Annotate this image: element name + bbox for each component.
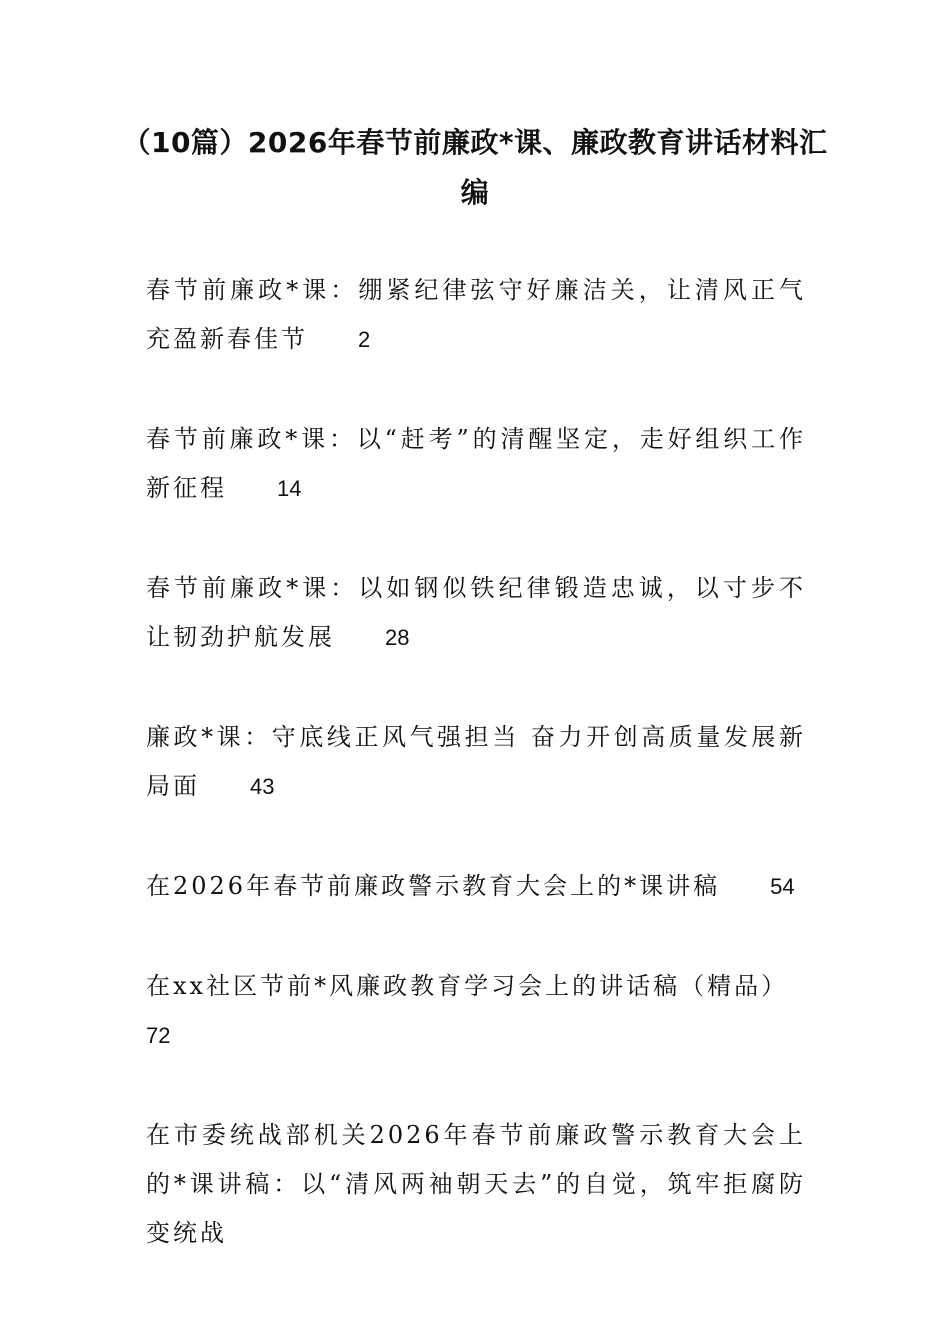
toc-entry-page: 28: [385, 625, 410, 650]
toc-entry[interactable]: [146, 1111, 806, 1258]
toc-entry[interactable]: [146, 962, 806, 1060]
toc-entry-page: 43: [250, 774, 275, 799]
toc-entry[interactable]: [146, 713, 806, 811]
toc-entry[interactable]: [146, 266, 806, 364]
toc-entry-page: 14: [277, 476, 302, 501]
toc-entry-page: 72: [146, 1023, 171, 1048]
toc-entry[interactable]: [146, 415, 806, 513]
toc-entry-page: 2: [358, 327, 371, 352]
toc-entry[interactable]: [146, 564, 806, 662]
toc-entry-text: 在2026年春节前廉政警示教育大会上的*课讲稿: [146, 872, 721, 900]
toc-entry-text: 在市委统战部机关2026年春节前廉政警示教育大会上的*课讲稿：以“清风两袖朝天去”的自觉，筑牢拒腐防变统战: [146, 1121, 806, 1247]
toc-entry[interactable]: [146, 862, 806, 911]
toc-entry-text: 在xx社区节前*风廉政教育学习会上的讲话稿（精品）: [146, 972, 789, 1000]
toc-entry-text: 廉政*课：守底线正风气强担当 奋力开创高质量发展新局面: [146, 723, 806, 800]
toc-entry-text: 春节前廉政*课：以如钢似铁纪律锻造忠诚，以寸步不让韧劲护航发展: [146, 574, 806, 651]
document-title: （10篇）2026年春节前廉政*课、廉政教育讲话材料汇编: [122, 126, 828, 209]
toc-entry-page: 54: [770, 874, 795, 899]
toc-entry-text: 春节前廉政*课：以“赶考”的清醒坚定，走好组织工作新征程: [146, 425, 806, 502]
toc-entry-text: 春节前廉政*课：绷紧纪律弦守好廉洁关，让清风正气充盈新春佳节: [146, 276, 806, 353]
